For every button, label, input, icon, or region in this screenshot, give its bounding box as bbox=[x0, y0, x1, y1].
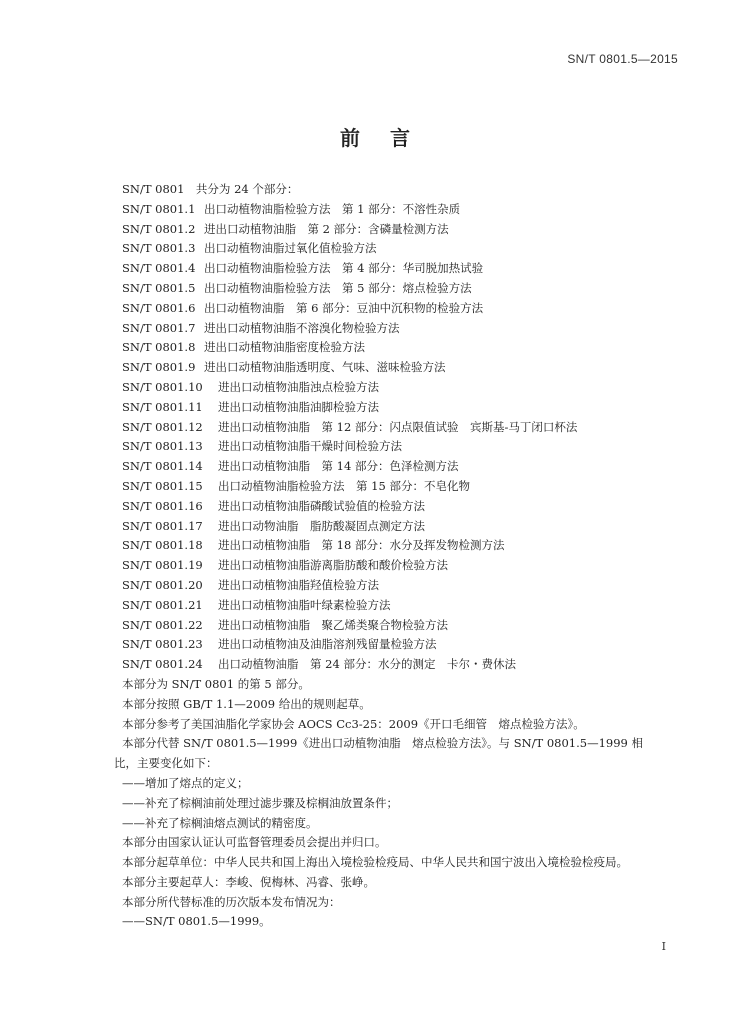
part-code: SN/T 0801.13 bbox=[122, 439, 203, 454]
part-code: SN/T 0801.10 bbox=[122, 379, 203, 394]
part-code: SN/T 0801.24 bbox=[122, 657, 203, 672]
part-title: 出口动植物油脂 第 24 部分：水分的测定 卡尔・费休法 bbox=[218, 657, 516, 672]
part-title: 出口动植物油脂过氧化值检验方法 bbox=[204, 241, 377, 256]
part-code: SN/T 0801.22 bbox=[122, 617, 203, 632]
part-title: 进出口动植物油脂浊点检验方法 bbox=[218, 379, 379, 394]
paragraph-history: 本部分所代替标准的历次版本发布情况为： bbox=[122, 894, 341, 909]
part-title: 进出口动植物油脂油脚检验方法 bbox=[218, 399, 379, 414]
part-title: 进出口动植物油脂 第 18 部分：水分及挥发物检测方法 bbox=[218, 538, 505, 553]
part-row bbox=[122, 398, 692, 418]
change-item: ——补充了棕榈油熔点测试的精密度。 bbox=[122, 815, 318, 830]
part-title: 出口动植物油脂检验方法 第 5 部分：熔点检验方法 bbox=[204, 280, 472, 295]
part-title: 出口动植物油脂检验方法 第 1 部分：不溶性杂质 bbox=[204, 201, 461, 216]
part-code: SN/T 0801.19 bbox=[122, 558, 203, 573]
part-title: 进出口动物油脂 脂肪酸凝固点测定方法 bbox=[218, 518, 425, 533]
part-row bbox=[122, 299, 692, 319]
part-row bbox=[122, 259, 692, 279]
part-row bbox=[122, 596, 692, 616]
part-title: 进出口动植物油脂 第 12 部分：闪点限值试验 宾斯基-马丁闭口杯法 bbox=[218, 419, 578, 434]
part-title: 进出口动植物油脂不溶溴化物检验方法 bbox=[204, 320, 400, 335]
page-title: 前言 bbox=[340, 126, 440, 150]
part-code: SN/T 0801.1 bbox=[122, 201, 196, 216]
part-code: SN/T 0801.15 bbox=[122, 478, 203, 493]
part-row bbox=[122, 358, 692, 378]
paragraph-part-number: 本部分为 SN/T 0801 的第 5 部分。 bbox=[122, 676, 310, 691]
paragraph-replacement: 本部分代替 SN/T 0801.5—1999《进出口动植物油脂 熔点检验方法》。与 SN/T 0801.5—1999 相 bbox=[122, 736, 644, 751]
part-title: 进出口动植物油脂 第 2 部分：含磷量检测方法 bbox=[204, 221, 449, 236]
part-row bbox=[122, 477, 692, 497]
paragraph-drafters: 本部分主要起草人：李峻、倪梅林、冯睿、张峥。 bbox=[122, 874, 375, 889]
change-item: ——补充了棕榈油前处理过滤步骤及棕榈油放置条件； bbox=[122, 795, 398, 810]
part-code: SN/T 0801.5 bbox=[122, 280, 196, 295]
part-code: SN/T 0801.18 bbox=[122, 538, 203, 553]
part-code: SN/T 0801.4 bbox=[122, 261, 196, 276]
part-code: SN/T 0801.11 bbox=[122, 399, 203, 414]
parts-intro: SN/T 0801 共分为 24 个部分： bbox=[122, 182, 299, 196]
paragraph-replacement-cont: 比，主要变化如下： bbox=[114, 756, 218, 771]
part-row bbox=[122, 319, 692, 339]
paragraph-drafting-rules: 本部分按照 GB/T 1.1—2009 给出的规则起草。 bbox=[122, 696, 371, 711]
part-title: 出口动植物油脂检验方法 第 15 部分：不皂化物 bbox=[218, 478, 470, 493]
part-code: SN/T 0801.23 bbox=[122, 637, 203, 652]
part-row bbox=[122, 239, 692, 259]
part-code: SN/T 0801.8 bbox=[122, 340, 196, 355]
part-code: SN/T 0801.12 bbox=[122, 419, 203, 434]
part-code: SN/T 0801.7 bbox=[122, 320, 196, 335]
foreword-body bbox=[114, 180, 692, 932]
part-title: 进出口动植物油脂密度检验方法 bbox=[204, 340, 365, 355]
part-code: SN/T 0801.6 bbox=[122, 300, 196, 315]
standard-code: SN/T 0801.5—2015 bbox=[567, 52, 678, 66]
part-title: 出口动植物油脂 第 6 部分：豆油中沉积物的检验方法 bbox=[204, 300, 484, 315]
part-title: 进出口动植物油脂透明度、气味、滋味检验方法 bbox=[204, 360, 446, 375]
paragraph-proposer: 本部分由国家认证认可监督管理委员会提出并归口。 bbox=[122, 835, 387, 850]
part-title: 进出口动植物油脂游离脂肪酸和酸价检验方法 bbox=[218, 558, 448, 573]
paragraph-reference: 本部分参考了美国油脂化学家协会 AOCS Cc3-25：2009《开口毛细管 熔点检验方法》。 bbox=[122, 716, 585, 731]
part-row bbox=[122, 200, 692, 220]
part-code: SN/T 0801.21 bbox=[122, 597, 203, 612]
part-row bbox=[122, 437, 692, 457]
part-title: 进出口动植物油及油脂溶剂残留量检验方法 bbox=[218, 637, 437, 652]
part-row bbox=[122, 616, 692, 636]
part-row bbox=[122, 378, 692, 398]
part-row bbox=[122, 279, 692, 299]
part-row bbox=[122, 556, 692, 576]
part-title: 进出口动植物油脂 聚乙烯类聚合物检验方法 bbox=[218, 617, 448, 632]
part-row bbox=[122, 497, 692, 517]
part-title: 进出口动植物油脂 第 14 部分：色泽检测方法 bbox=[218, 459, 459, 474]
paragraph-drafting-units: 本部分起草单位：中华人民共和国上海出入境检验检疫局、中华人民共和国宁波出入境检验检疫局。 bbox=[122, 855, 628, 870]
part-row bbox=[122, 220, 692, 240]
change-item: ——增加了熔点的定义； bbox=[122, 775, 249, 790]
part-row bbox=[122, 635, 692, 655]
part-row bbox=[122, 536, 692, 556]
part-row bbox=[122, 338, 692, 358]
part-title: 进出口动植物油脂羟值检验方法 bbox=[218, 577, 379, 592]
part-code: SN/T 0801.3 bbox=[122, 241, 196, 256]
part-title: 进出口动植物油脂磷酸试验值的检验方法 bbox=[218, 498, 425, 513]
part-code: SN/T 0801.16 bbox=[122, 498, 203, 513]
part-code: SN/T 0801.17 bbox=[122, 518, 203, 533]
part-code: SN/T 0801.2 bbox=[122, 221, 196, 236]
part-row bbox=[122, 517, 692, 537]
part-row bbox=[122, 457, 692, 477]
page-number: I bbox=[661, 940, 666, 953]
part-title: 进出口动植物油脂干燥时间检验方法 bbox=[218, 439, 402, 454]
part-title: 进出口动植物油脂叶绿素检验方法 bbox=[218, 597, 391, 612]
part-code: SN/T 0801.20 bbox=[122, 577, 203, 592]
part-code: SN/T 0801.9 bbox=[122, 360, 196, 375]
part-row bbox=[122, 655, 692, 675]
part-title: 出口动植物油脂检验方法 第 4 部分：华司脱加热试验 bbox=[204, 261, 484, 276]
part-row bbox=[122, 576, 692, 596]
history-item: ——SN/T 0801.5—1999。 bbox=[122, 914, 271, 929]
part-code: SN/T 0801.14 bbox=[122, 459, 203, 474]
part-row bbox=[122, 418, 692, 438]
parts-list bbox=[122, 200, 692, 675]
